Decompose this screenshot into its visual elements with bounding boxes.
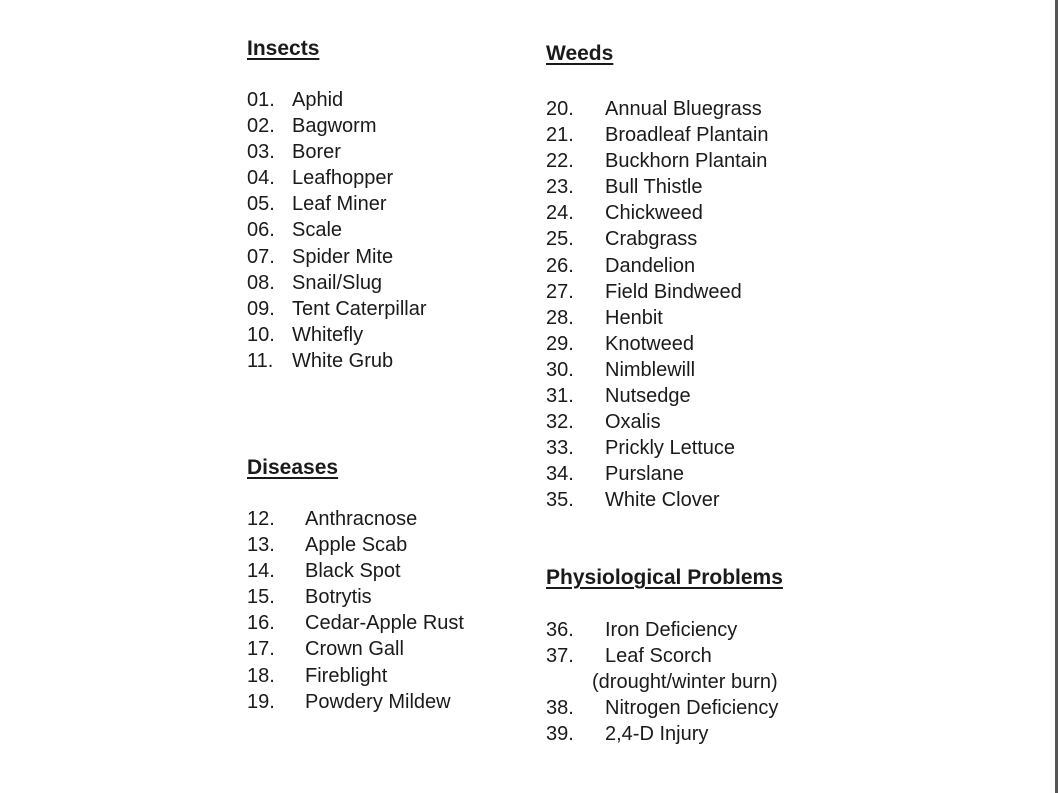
item-label: Leaf Miner (292, 193, 387, 216)
list-item (247, 87, 344, 113)
item-number: 11. (247, 349, 274, 372)
list-item (247, 296, 427, 322)
item-number: 08. (247, 271, 275, 294)
item-number: 37. (546, 645, 574, 668)
item-number: 39. (546, 723, 574, 746)
item-label: Nitrogen Deficiency (605, 697, 779, 720)
item-number: 03. (247, 141, 275, 164)
diseases-section (247, 455, 464, 715)
item-label: Bagworm (292, 115, 377, 138)
list-item-note (546, 669, 783, 695)
list-item (247, 506, 418, 532)
item-label: Dandelion (605, 254, 696, 277)
item-number: 13. (247, 534, 275, 557)
weeds-heading: Weeds (546, 42, 614, 65)
list-item (247, 636, 404, 662)
item-label: Knotweed (605, 332, 694, 355)
list-item (546, 174, 703, 200)
list-item (247, 113, 377, 139)
item-label: Bull Thistle (605, 176, 703, 199)
insects-section (247, 36, 427, 374)
item-label: Henbit (605, 306, 663, 329)
item-label: Prickly Lettuce (605, 437, 736, 460)
item-label: Apple Scab (305, 534, 408, 557)
item-label: Leaf Scorch (605, 645, 712, 668)
item-label: Spider Mite (292, 245, 394, 268)
list-item (546, 487, 720, 513)
item-number: 18. (247, 664, 275, 687)
item-label: Oxalis (605, 411, 661, 434)
item-number: 34. (546, 463, 574, 486)
list-item (546, 200, 703, 226)
list-item (546, 305, 663, 331)
item-label: Whitefly (292, 323, 364, 346)
item-label: Powdery Mildew (305, 690, 451, 713)
list-item (546, 122, 769, 148)
item-label: White Grub (292, 349, 394, 372)
list-item (546, 617, 783, 643)
list-item (247, 348, 394, 374)
list-item (247, 610, 464, 636)
item-label: Borer (292, 141, 341, 164)
item-label: Chickweed (605, 202, 703, 225)
item-number: 27. (546, 280, 574, 303)
item-number: 19. (247, 690, 275, 713)
item-label: Tent Caterpillar (292, 297, 427, 320)
item-number: 38. (546, 697, 574, 720)
list-item (247, 139, 341, 165)
item-label: Nutsedge (605, 385, 691, 408)
physiological-problems-heading: Physiological Problems (546, 566, 783, 589)
list-item (247, 165, 394, 191)
item-number: 16. (247, 612, 275, 635)
list-item (247, 270, 383, 296)
item-label: White Clover (605, 489, 720, 512)
item-number: 09. (247, 297, 275, 320)
list-item (546, 148, 768, 174)
item-number: 32. (546, 411, 574, 434)
item-number: 15. (247, 586, 275, 609)
item-number: 28. (546, 306, 574, 329)
physiological-problems-list (546, 617, 783, 747)
item-label: Snail/Slug (292, 271, 383, 294)
item-number: 01. (247, 89, 275, 111)
item-label: Anthracnose (305, 508, 418, 530)
list-item (546, 357, 696, 383)
list-item (546, 279, 742, 305)
insects-list (247, 87, 427, 374)
item-number: 06. (247, 219, 275, 242)
weeds-section (546, 41, 769, 514)
list-item (546, 695, 783, 721)
item-label: Buckhorn Plantain (605, 150, 768, 173)
item-number: 35. (546, 489, 574, 512)
list-item (247, 244, 394, 270)
item-number: 26. (546, 254, 574, 277)
list-item (247, 558, 401, 584)
list-item (546, 435, 736, 461)
item-label: Scale (292, 219, 343, 242)
list-item (546, 383, 691, 409)
item-label: Crabgrass (605, 228, 698, 251)
item-number: 33. (546, 437, 574, 460)
item-label: Nimblewill (605, 358, 696, 381)
diseases-heading: Diseases (247, 456, 339, 479)
item-number: 36. (546, 619, 574, 641)
list-item (546, 226, 698, 252)
item-label: Botrytis (305, 586, 372, 609)
item-number: 25. (546, 228, 574, 251)
item-label: Purslane (605, 463, 684, 486)
item-label: Crown Gall (305, 638, 404, 661)
list-item (546, 721, 783, 747)
item-number: 31. (546, 385, 574, 408)
list-item (247, 191, 387, 217)
item-number: 14. (247, 560, 275, 583)
item-number: 23. (546, 176, 574, 199)
item-number: 02. (247, 115, 275, 138)
list-item (546, 461, 684, 487)
list-item (247, 532, 408, 558)
leaf-scorch-note: (drought/winter burn) (592, 671, 778, 694)
item-number: 04. (247, 167, 275, 190)
list-item (546, 643, 783, 669)
list-item (247, 663, 388, 689)
item-number: 12. (247, 508, 275, 530)
item-label: Leafhopper (292, 167, 394, 190)
list-item (546, 331, 694, 357)
weeds-list (546, 96, 769, 514)
physiological-problems-section (546, 565, 783, 747)
diseases-list (247, 506, 464, 715)
item-label: Cedar-Apple Rust (305, 612, 464, 635)
item-label: Annual Bluegrass (605, 98, 762, 120)
list-item (546, 96, 762, 122)
item-number: 05. (247, 193, 275, 216)
list-item (247, 689, 451, 715)
item-number: 24. (546, 202, 574, 225)
item-label: 2,4-D Injury (605, 723, 709, 746)
item-label: Field Bindweed (605, 280, 742, 303)
insects-heading: Insects (247, 37, 320, 60)
list-item (546, 409, 661, 435)
item-number: 17. (247, 638, 275, 661)
item-number: 20. (546, 98, 574, 120)
item-number: 07. (247, 245, 275, 268)
item-label: Broadleaf Plantain (605, 124, 769, 147)
item-label: Iron Deficiency (605, 619, 738, 641)
list-item (247, 584, 372, 610)
item-label: Fireblight (305, 664, 388, 687)
list-item (546, 253, 696, 279)
item-number: 10. (247, 323, 275, 346)
item-label: Aphid (292, 89, 344, 111)
item-number: 29. (546, 332, 574, 355)
list-item (247, 322, 364, 348)
item-number: 21. (546, 124, 574, 147)
item-number: 30. (546, 358, 574, 381)
item-number: 22. (546, 150, 574, 173)
list-item (247, 217, 343, 243)
item-label: Black Spot (305, 560, 401, 583)
